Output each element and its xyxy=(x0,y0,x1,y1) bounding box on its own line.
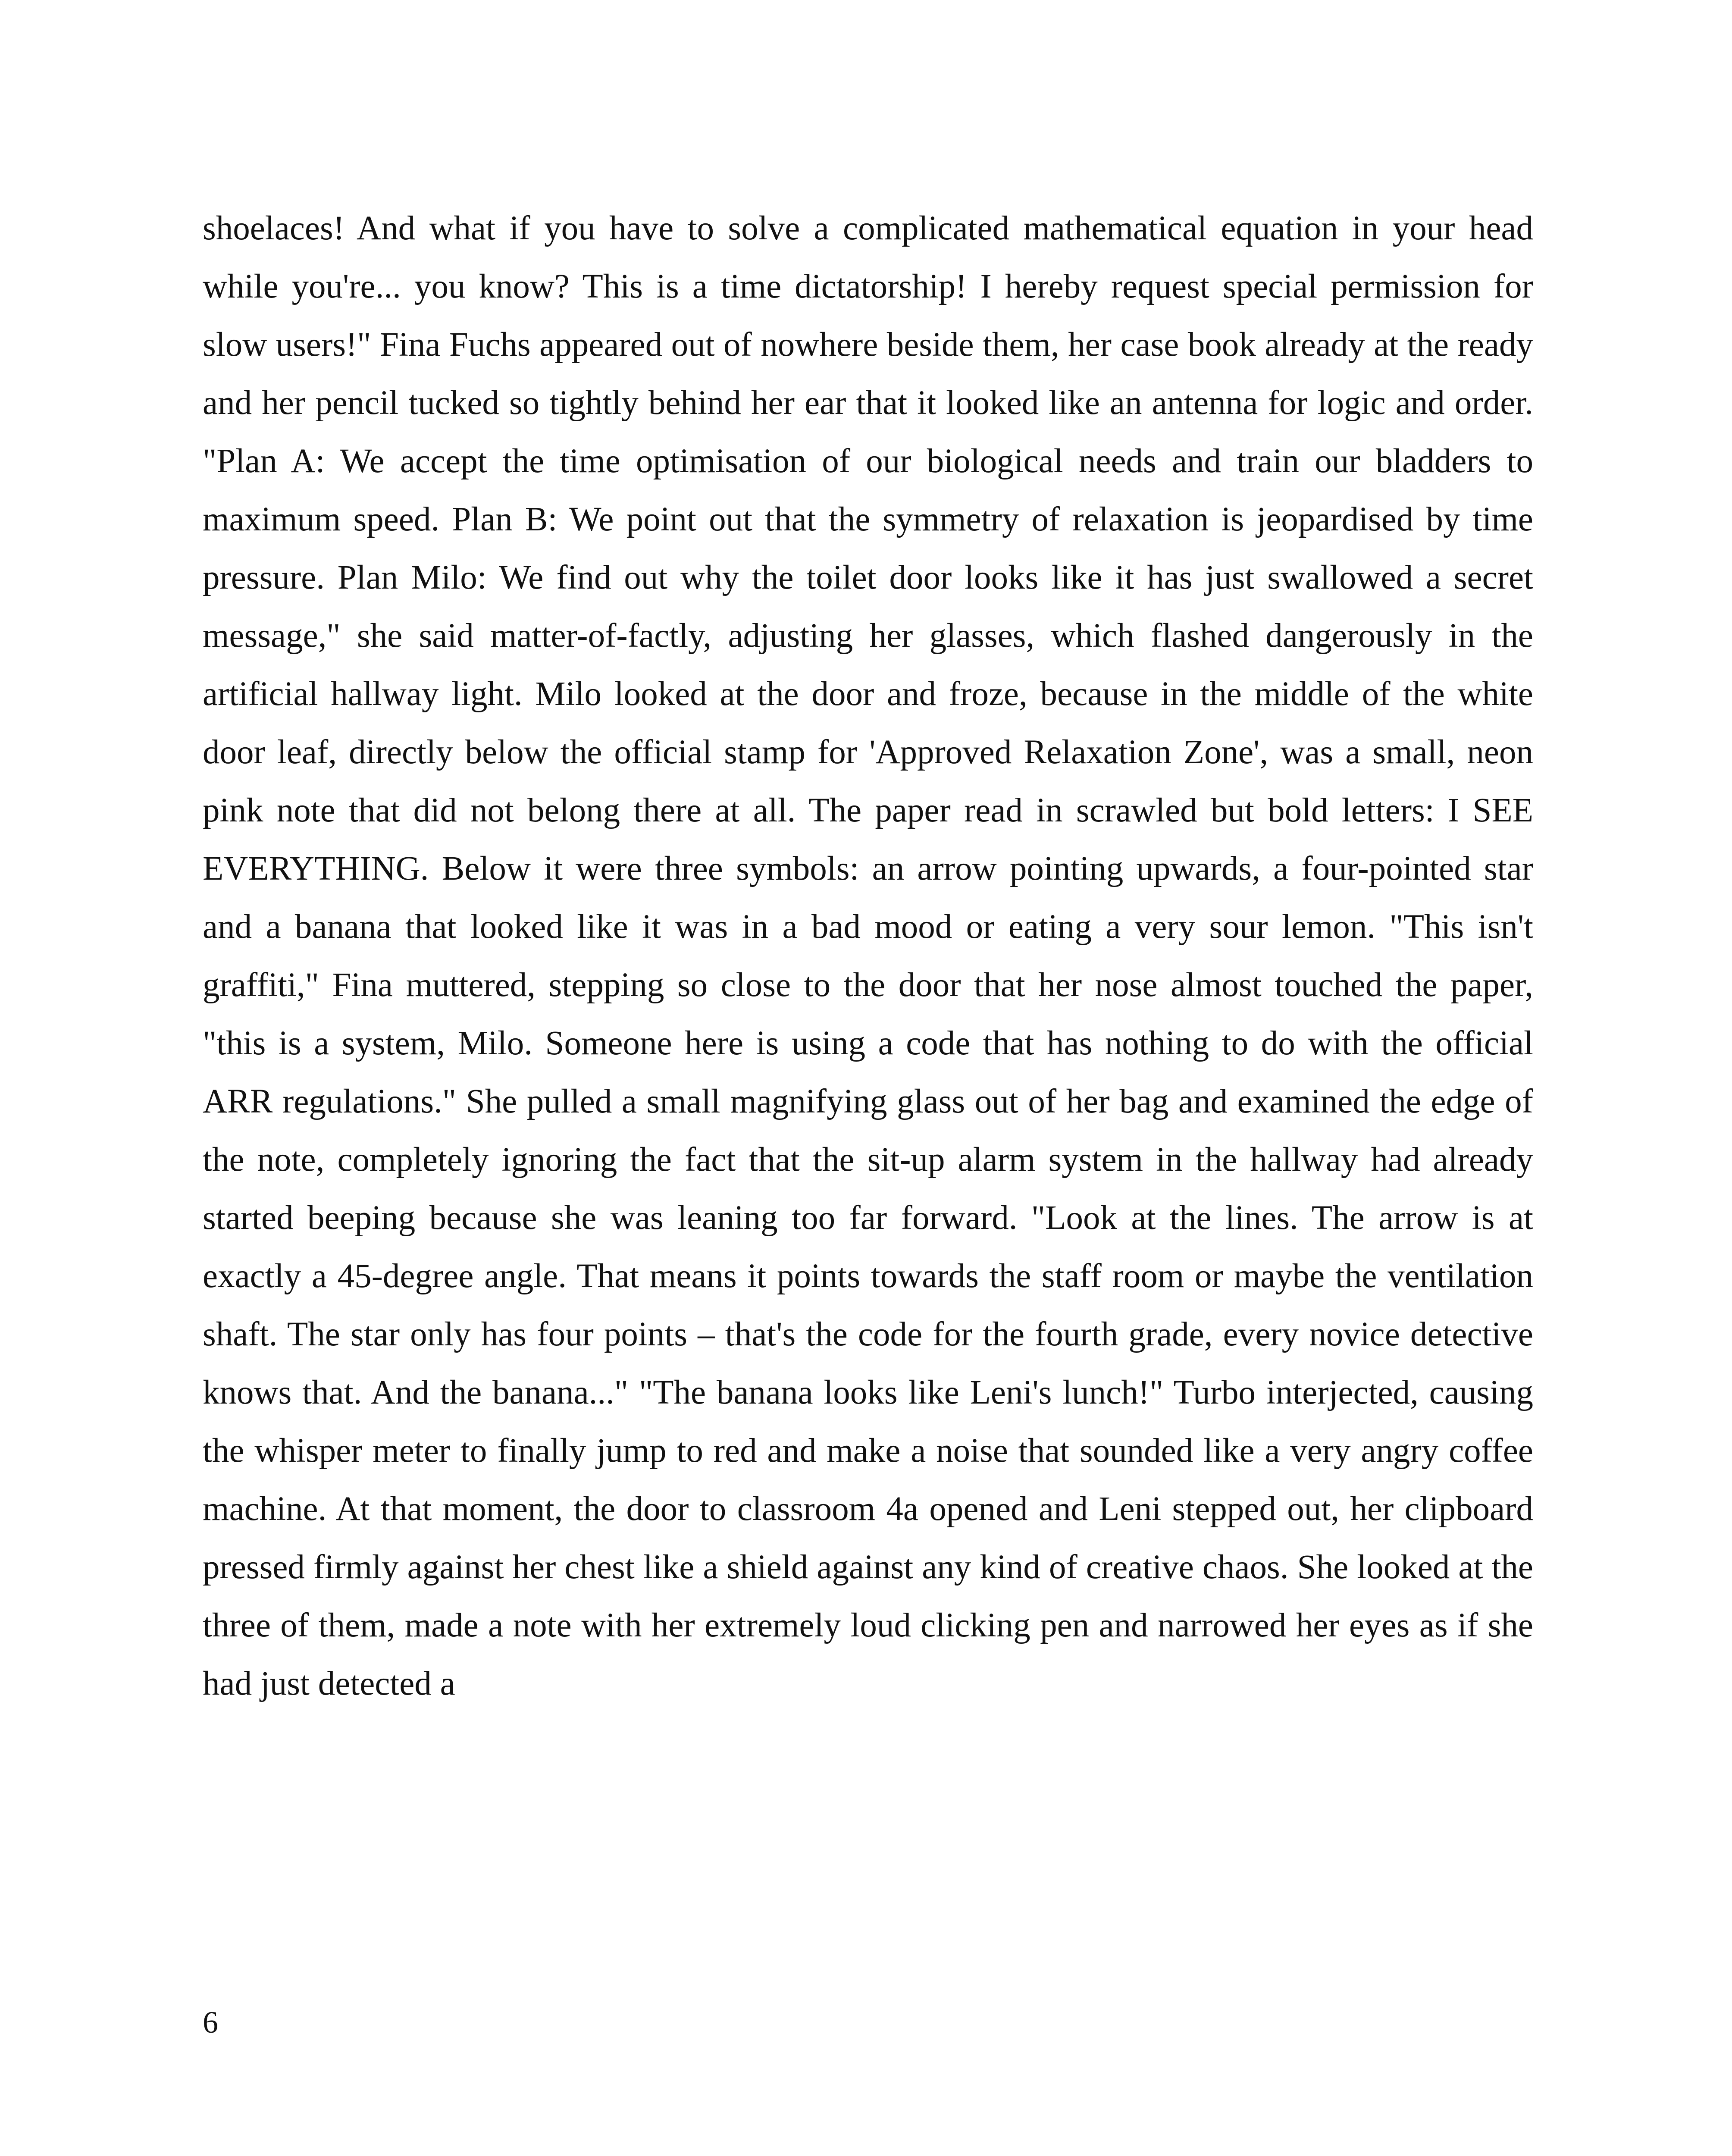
page-number: 6 xyxy=(203,2005,218,2040)
body-paragraph: shoelaces! And what if you have to solve a complicated mathematical equation in your head while you're... you know? This is a time dictatorship! I hereby request special permission for slow users!" Fina Fuchs appeared out of nowhere beside them, her case book already at the ready and her pencil tucked so tightly behind her ear that it looked like an antenna for logic and order. "Plan A: We accept the time optimisation of our biological needs and train our bladders to maximum speed. Plan B: We point out that the symmetry of relaxation is jeopardised by time pressure. Plan Milo: We find out why the toilet door looks like it has just swallowed a secret message," she said matter-of-factly, adjusting her glasses, which flashed dangerously in the artificial hallway light. Milo looked at the door and froze, because in the middle of the white door leaf, directly below the official stamp for 'Approved Relaxation Zone', was a small, neon pink note that did not belong there at all. The paper read in scrawled but bold letters: I SEE EVERYTHING. Below it were three symbols: an arrow pointing upwards, a four-pointed star and a banana that looked like it was in a bad mood or eating a very sour lemon. "This isn't graffiti," Fina muttered, stepping so close to the door that her nose almost touched the paper, "this is a system, Milo. Someone here is using a code that has nothing to do with the official ARR regulations." She pulled a small magnifying glass out of her bag and examined the edge of the note, completely ignoring the fact that the sit-up alarm system in the hallway had already started beeping because she was leaning too far forward. "Look at the lines. The arrow is at exactly a 45-degree angle. That means it points towards the staff room or maybe the ventilation shaft. The star only has four points – that's the code for the fourth grade, every novice detective knows that. And the banana..." "The banana looks like Leni's lunch!" Turbo interjected, causing the whisper meter to finally jump to red and make a noise that sounded like a very angry coffee machine. At that moment, the door to classroom 4a opened and Leni stepped out, her clipboard pressed firmly against her chest like a shield against any kind of creative chaos. She looked at the three of them, made a note with her extremely loud clicking pen and narrowed her eyes as if she had just detected a xyxy=(203,210,1533,1702)
